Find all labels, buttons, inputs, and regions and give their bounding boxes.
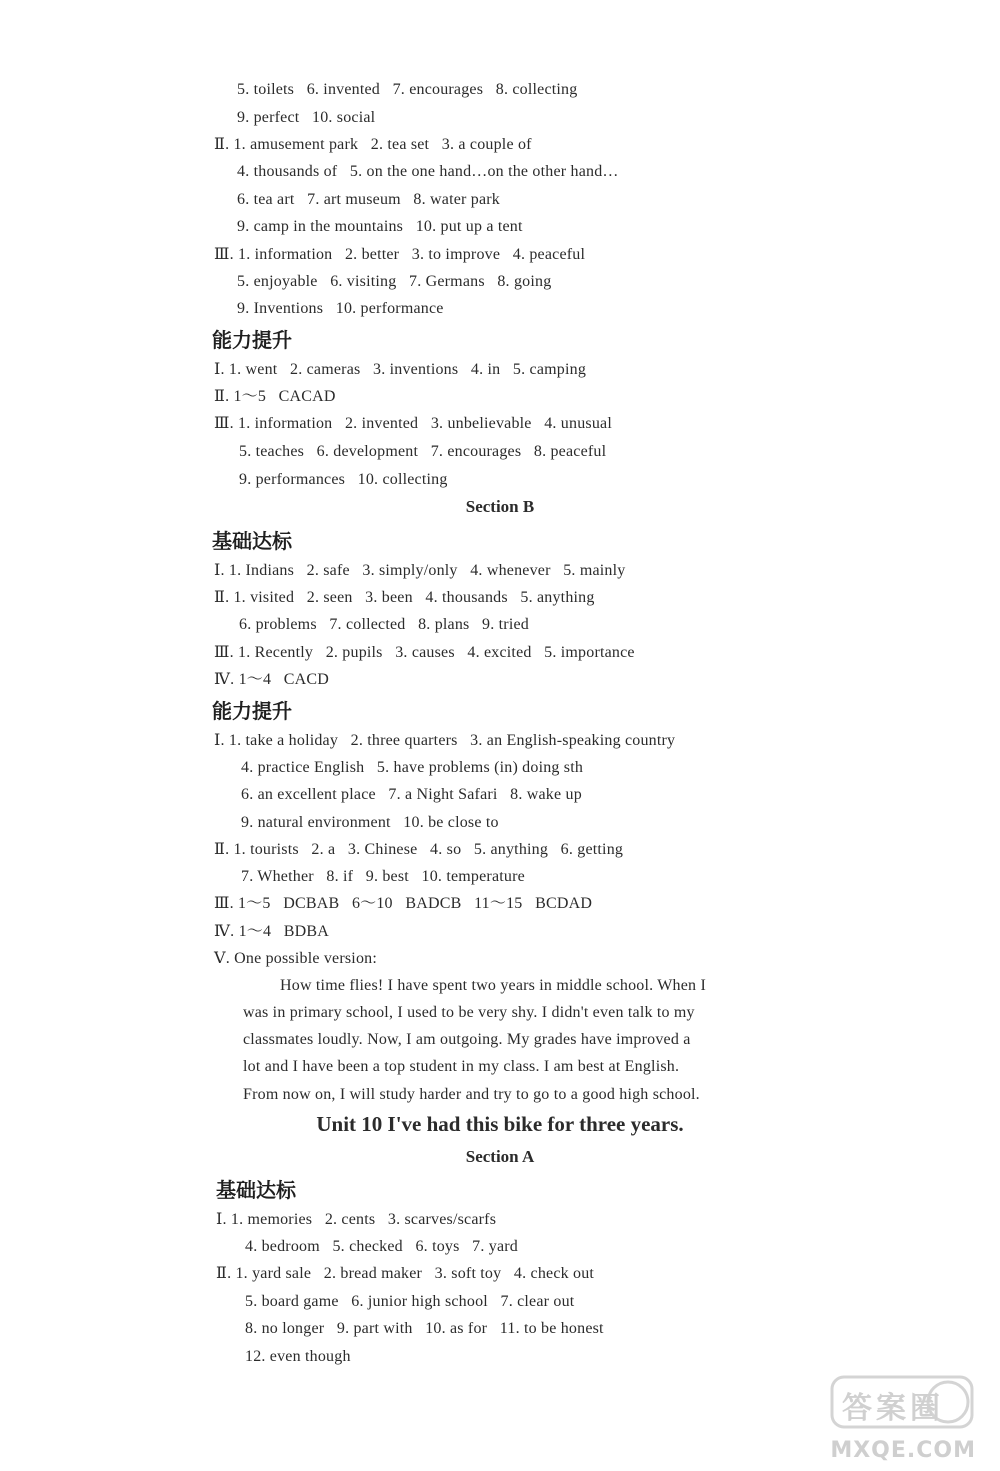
essay-line: classmates loudly. Now, I am outgoing. My grades have improved a bbox=[243, 1031, 691, 1048]
answer-line: Ⅴ. One possible version: bbox=[214, 950, 378, 967]
answer-line: Ⅲ. 1～5 DCBAB 6～10 BADCB 11～15 BCDAD bbox=[214, 895, 593, 912]
answer-line: 5. toilets 6. invented 7. encourages 8. collecting bbox=[237, 81, 578, 98]
answer-line: Ⅱ. 1. amusement park 2. tea set 3. a couple of bbox=[214, 136, 532, 153]
answer-line: Ⅱ. 1. yard sale 2. bread maker 3. soft toy 4. check out bbox=[216, 1265, 595, 1282]
heading-basic-standard: 基础达标 bbox=[212, 529, 292, 553]
answer-line: 7. Whether 8. if 9. best 10. temperature bbox=[241, 868, 525, 885]
answer-line: Ⅰ. 1. went 2. cameras 3. inventions 4. in 5. camping bbox=[214, 361, 587, 378]
answer-line: 4. thousands of 5. on the one hand…on the other hand… bbox=[237, 163, 619, 180]
answer-line: Ⅲ. 1. Recently 2. pupils 3. causes 4. excited 5. importance bbox=[214, 644, 635, 661]
answer-line: 5. board game 6. junior high school 7. clear out bbox=[245, 1293, 575, 1310]
answer-circle-logo-icon bbox=[830, 1373, 980, 1431]
answer-line: 5. enjoyable 6. visiting 7. Germans 8. going bbox=[237, 273, 552, 290]
essay-line: From now on, I will study harder and try to go to a good high school. bbox=[243, 1086, 700, 1103]
answer-line: Ⅱ. 1. visited 2. seen 3. been 4. thousands 5. anything bbox=[214, 589, 595, 606]
essay-line: How time flies! I have spent two years in middle school. When I bbox=[280, 977, 706, 994]
answer-line: Ⅰ. 1. Indians 2. safe 3. simply/only 4. whenever 5. mainly bbox=[214, 562, 626, 579]
answer-line: Ⅲ. 1. information 2. better 3. to improve 4. peaceful bbox=[214, 246, 586, 263]
heading-ability-improvement: 能力提升 bbox=[212, 328, 292, 352]
heading-basic-standard: 基础达标 bbox=[216, 1178, 296, 1202]
answer-line: Ⅲ. 1. information 2. invented 3. unbelievable 4. unusual bbox=[214, 415, 612, 432]
answer-line: 8. no longer 9. part with 10. as for 11. to be honest bbox=[245, 1320, 604, 1337]
answer-line: 6. an excellent place 7. a Night Safari 8. wake up bbox=[241, 786, 582, 803]
answer-line: 4. bedroom 5. checked 6. toys 7. yard bbox=[245, 1238, 518, 1255]
answer-line: Ⅰ. 1. take a holiday 2. three quarters 3. an English-speaking country bbox=[214, 732, 676, 749]
section-heading-b: Section B bbox=[465, 497, 535, 516]
answer-line: 12. even though bbox=[245, 1348, 351, 1365]
answer-line: 9. camp in the mountains 10. put up a tent bbox=[237, 218, 523, 235]
essay-line: was in primary school, I used to be very shy. I didn't even talk to my bbox=[243, 1004, 695, 1021]
answer-line: 6. problems 7. collected 8. plans 9. tried bbox=[239, 616, 529, 633]
answer-line: 9. perfect 10. social bbox=[237, 109, 376, 126]
answer-line: 9. natural environment 10. be close to bbox=[241, 814, 499, 831]
essay-line: lot and I have been a top student in my class. I am best at English. bbox=[243, 1058, 680, 1075]
watermark-site-text: MXQE.COM bbox=[830, 1438, 976, 1463]
unit-title: Unit 10 I've had this bike for three years. bbox=[316, 1112, 684, 1136]
answer-line: 5. teaches 6. development 7. encourages 8. peaceful bbox=[239, 443, 607, 460]
answer-line: Ⅳ. 1～4 CACD bbox=[214, 671, 330, 688]
answer-line: 9. Inventions 10. performance bbox=[237, 300, 444, 317]
answer-line: Ⅰ. 1. memories 2. cents 3. scarves/scarfs bbox=[216, 1211, 497, 1228]
section-heading-a: Section A bbox=[465, 1147, 535, 1166]
answer-line: Ⅱ. 1. tourists 2. a 3. Chinese 4. so 5. anything 6. getting bbox=[214, 841, 624, 858]
watermark-logo-text: 答案圈 bbox=[842, 1391, 944, 1426]
heading-ability-improvement: 能力提升 bbox=[212, 699, 292, 723]
answer-line: 9. performances 10. collecting bbox=[239, 471, 448, 488]
answer-line: 6. tea art 7. art museum 8. water park bbox=[237, 191, 500, 208]
answer-line: Ⅳ. 1～4 BDBA bbox=[214, 923, 330, 940]
answer-line: Ⅱ. 1～5 CACAD bbox=[214, 388, 336, 405]
answer-line: 4. practice English 5. have problems (in) doing sth bbox=[241, 759, 584, 776]
site-watermark bbox=[830, 1373, 980, 1463]
